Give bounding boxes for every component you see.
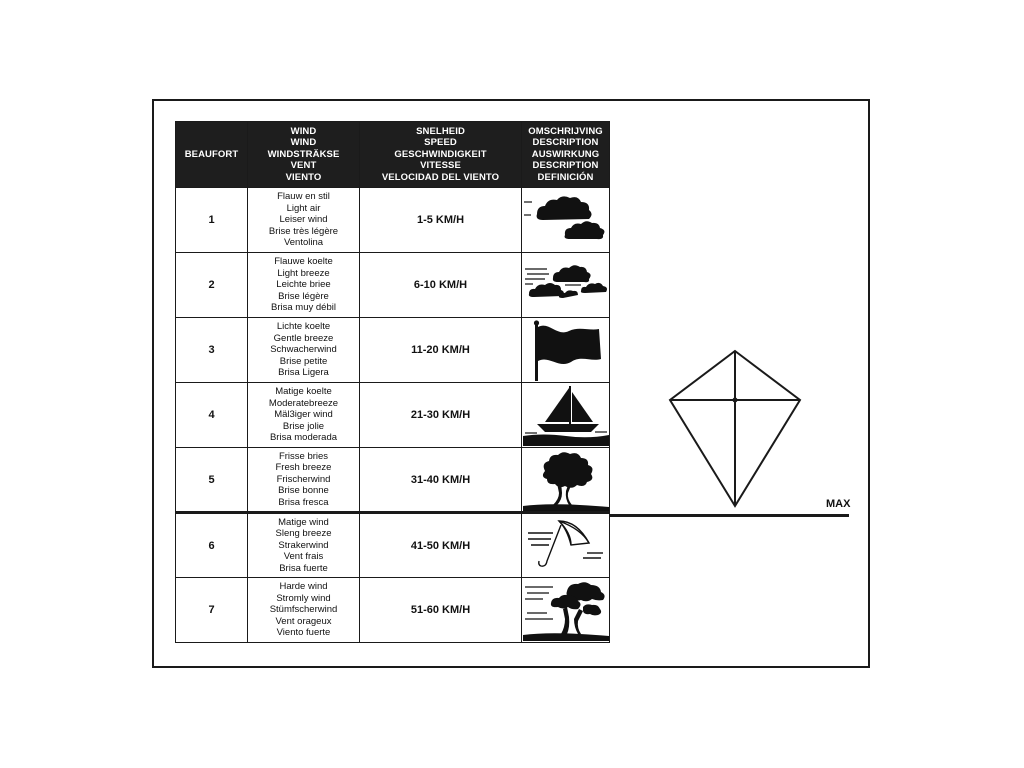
- wind-speed: 1-5 KM/H: [360, 188, 522, 253]
- drifting-clouds-icon: [523, 254, 609, 316]
- table-row: [176, 253, 610, 318]
- header-description: OMSCHRIJVING DESCRIPTION AUSWIRKUNG DESCRIPTION DEFINICIÓN: [522, 122, 610, 188]
- beaufort-table: [175, 121, 610, 643]
- wind-names: Flauw en stil Light air Leiser wind Brise très légère Ventolina: [248, 188, 360, 253]
- header-wind: WIND WIND WINDSTRÄKSE VENT VIENTO: [248, 122, 360, 188]
- beaufort-level: 4: [176, 383, 248, 448]
- kite-icon: [665, 348, 805, 510]
- description-cell: [522, 253, 610, 318]
- description-cell: [522, 578, 610, 643]
- wind-speed: 11-20 KM/H: [360, 318, 522, 383]
- table-row: [176, 513, 610, 578]
- description-cell: [522, 513, 610, 578]
- beaufort-level: 5: [176, 448, 248, 513]
- description-cell: [522, 188, 610, 253]
- beaufort-level: 6: [176, 513, 248, 578]
- wind-speed: 6-10 KM/H: [360, 253, 522, 318]
- wind-names: Frisse bries Fresh breeze Frischerwind Brise bonne Brisa fresca: [248, 448, 360, 513]
- table-header-row: [176, 122, 610, 188]
- beaufort-level: 3: [176, 318, 248, 383]
- wind-speed: 31-40 KM/H: [360, 448, 522, 513]
- max-label: MAX: [826, 498, 851, 510]
- wind-names: Matige wind Sleng breeze Strakerwind Vent frais Brisa fuerte: [248, 513, 360, 578]
- sailboat-icon: [523, 384, 609, 446]
- max-wind-line: [610, 514, 849, 517]
- inverted-umbrella-icon: [523, 515, 609, 577]
- wind-names: Flauwe koelte Light breeze Leichte briee Brise légère Brisa muy débil: [248, 253, 360, 318]
- wind-speed: 21-30 KM/H: [360, 383, 522, 448]
- table-row: [176, 578, 610, 643]
- wind-speed: 51-60 KM/H: [360, 578, 522, 643]
- beaufort-level: 2: [176, 253, 248, 318]
- table-row: [176, 448, 610, 513]
- light-clouds-icon: [523, 189, 609, 251]
- description-cell: [522, 448, 610, 513]
- table-row: [176, 383, 610, 448]
- wind-names: Harde wind Stromly wind Stümfscherwind Vent orageux Viento fuerte: [248, 578, 360, 643]
- header-speed: SNELHEID SPEED GESCHWINDIGKEIT VITESSE VELOCIDAD DEL VIENTO: [360, 122, 522, 188]
- table-row: [176, 188, 610, 253]
- beaufort-level: 7: [176, 578, 248, 643]
- header-beaufort: BEAUFORT: [176, 122, 248, 188]
- tree-icon: [523, 449, 609, 511]
- description-cell: [522, 383, 610, 448]
- wind-names: Matige koelte Moderatebreeze Mäl3iger wind Brise jolie Brisa moderada: [248, 383, 360, 448]
- wind-speed: 41-50 KM/H: [360, 513, 522, 578]
- windblown-tree-icon: [523, 579, 609, 641]
- description-cell: [522, 318, 610, 383]
- waving-flag-icon: [523, 319, 609, 381]
- beaufort-level: 1: [176, 188, 248, 253]
- wind-names: Lichte koelte Gentle breeze Schwacherwind Brise petite Brisa Ligera: [248, 318, 360, 383]
- table-row: [176, 318, 610, 383]
